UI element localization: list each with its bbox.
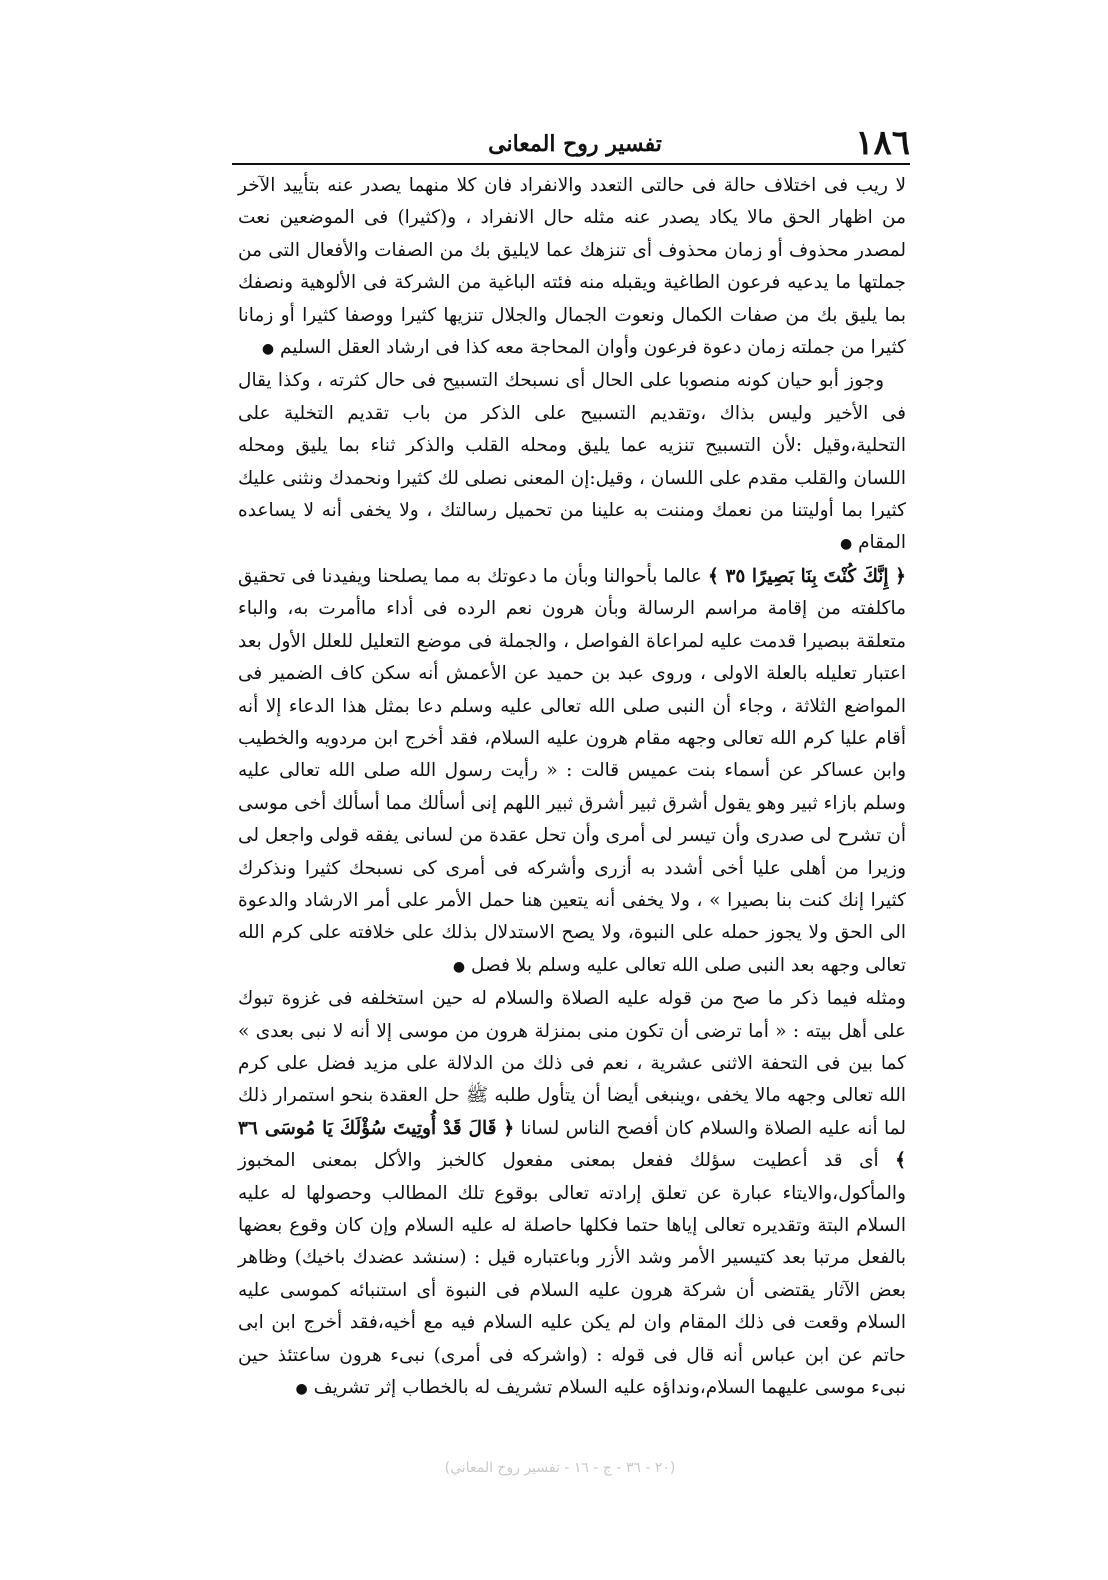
paragraph-text: لا ريب فى اختلاف حالة فى حالتى التعدد والانفراد فان كلا منهما يصدر عنه بتأييد الآخر من اظهار الحق مالا يكاد يصدر عنه مثله حال الانفراد ، و(كثيرا) فى الموضعين نعت لمصدر محذوف أو زمان محذوف أى تنزهك عما لايليق بك من الصفات والأفعال التى من جملتها ما يدعيه فرعون الطاغية ويقبله منه فئته الباغية من الشركة فى الألوهية ونصفك بما يليق بك من صفات الكمال ونعوت الجمال والجلال تنزيها كثيرا ووصفا كثيرا أو زمانا كثيرا من جملته زمان دعوة فرعون وأوان المحاجة معه كذا فى ارشاد العقل السليم <box>238 175 906 359</box>
paragraph-text: أى قد أعطيت سؤلك ففعل بمعنى مفعول كالخبز والأكل بمعنى المخبوز والمأكول،والايتاء عبارة عن تعلق إرادته تعالى بوقوع تلك المطالب وحصولها له عليه السلام البتة وتقديره تعالى إياها حتما فكلها حاصلة له عليه السلام وإن كان وقوع بعضها بالفعل مرتبا بعد كتيسير الأمر وشد الأزر وباعتباره قيل : (سنشد عضدك باخيك) وظاهر بعض الآثار يقتضى أن شركة هرون عليه السلام فى النبوة أى استنبائه كموسى عليه السلام وقعت فى ذلك المقام وان لم يكن عليه السلام فيه مع أخيه،فقد أخرج ابن ابى حاتم عن ابن عباس أنه قال فى قوله : (واشركه فى أمرى) نبىء هرون ساعتئذ حين نبىء موسى عليهما السلام،ونداؤه عليه السلام تشريف له بالخطاب إثر تشريف <box>238 1150 906 1399</box>
paragraph-end-mark: ● <box>295 1381 308 1398</box>
quran-verse: ﴿ قَالَ قَدْ أُوتِيتَ سُؤْلَكَ يَا مُوسَى ٣٦ ﴾ <box>238 1117 906 1172</box>
paragraph <box>238 983 906 1405</box>
header-rule <box>232 163 910 165</box>
page-header <box>240 118 910 168</box>
paragraph-end-mark: ● <box>261 341 275 358</box>
paragraph-end-mark: ● <box>452 958 466 975</box>
running-title: تفسير روح المعانى <box>488 131 662 157</box>
paragraph <box>238 365 906 560</box>
commentary-text <box>238 170 906 1405</box>
paragraph-text: وجوز أبو حيان كونه منصوبا على الحال أى نسبحك التسبيح فى حال كثرته ، وكذا يقال فى الأخير وليس بذاك ،وتقديم التسبيح على الذكر من باب تقديم التخلية على التحلية،وقيل :لأن التسبيح تنزيه عما يليق ومحله القلب والذكر ثناء بما يليق ومحله اللسان والقلب مقدم على اللسان ، وقيل:إن المعنى نصلى لك كثيرا ونحمدك ونثنى عليك كثيرا بما أوليتنا من نعمك ومننت به علينا من تحميل رسالتك ، ولا يخفى أنه لا يساعده المقام <box>238 370 906 554</box>
paragraph <box>238 170 906 365</box>
paragraph-text: عالما بأحوالنا وبأن ما دعوتك به مما يصلحنا ويفيدنا فى تحقيق ماكلفته من إقامة مراسم الرسالة وبأن هرون نعم الرده فى أداء ماأمرت به، والباء متعلقة ببصيرا قدمت عليه لمراعاة الفواصل ، والجملة فى موضع التعليل للعلل الأول بعد اعتبار تعليله بالعلة الاولى ، وروى عبد بن حميد عن الأعمش أنه سكن كاف الضمير فى المواضع الثلاثة ، وجاء أن النبى صلى الله تعالى عليه وسلم دعا بمثل هذا الدعاء إلا أنه أقام عليا كرم الله تعالى وجهه مقام هرون عليه السلام، فقد أخرج ابن مردويه والخطيب وابن عساكر عن أسماء بنت عميس قالت : « رأيت رسول الله صلى الله تعالى عليه وسلم بازاء ثبير وهو يقول أشرق ثبير أشرق ثبير اللهم إنى أسألك مما أسألك أخى موسى أن تشرح لى صدرى وأن تيسر لى أمرى وأن تحل عقدة من لسانى يفقه قولى واجعل لى وزيرا من أهلى عليا أخى أشدد به أزرى وأشركه فى أمرى كى نسبحك كثيرا ونذكرك كثيرا إنك كنت بنا بصيرا » ، ولا يخفى أنه يتعين هنا حمل الأمر على أمر الارشاد والدعوة الى الحق ولا يجوز حمله على النبوة، ولا يصح الاستدلال بذلك على خلافته على كرم الله تعالى وجهه بعد النبى صلى الله تعالى عليه وسلم بلا فصل <box>238 565 906 976</box>
page-number: ١٨٦ <box>855 123 910 163</box>
quran-verse: ﴿ إِنَّكَ كُنْتَ بِنَا بَصِيرًا ٣٥ ﴾ <box>708 565 906 587</box>
paragraph-end-mark: ● <box>839 536 853 553</box>
paragraph <box>238 561 906 983</box>
footer-signature-stamp: (٢٠ - ٣٦ - ج - ١٦ - تفسير روح المعاني) <box>444 1460 676 1476</box>
paragraph-text: ومثله فيما ذكر ما صح من قوله عليه الصلاة والسلام له حين استخلفه فى غزوة تبوك على أهل بيته : « أما ترضى أن تكون منى بمنزلة هرون من موسى إلا أنه لا نبى بعدى » كما بين فى التحفة الاثنى عشرية ، نعم فى ذلك من الدلالة على مزيد فضل على كرم الله تعالى وجهه مالا يخفى ،وينبغى أيضا أن يتأول طلبه ﷺ حل العقدة بنحو استمرار ذلك لما أنه عليه الصلاة والسلام كان أفصح الناس لسانا <box>238 988 906 1139</box>
